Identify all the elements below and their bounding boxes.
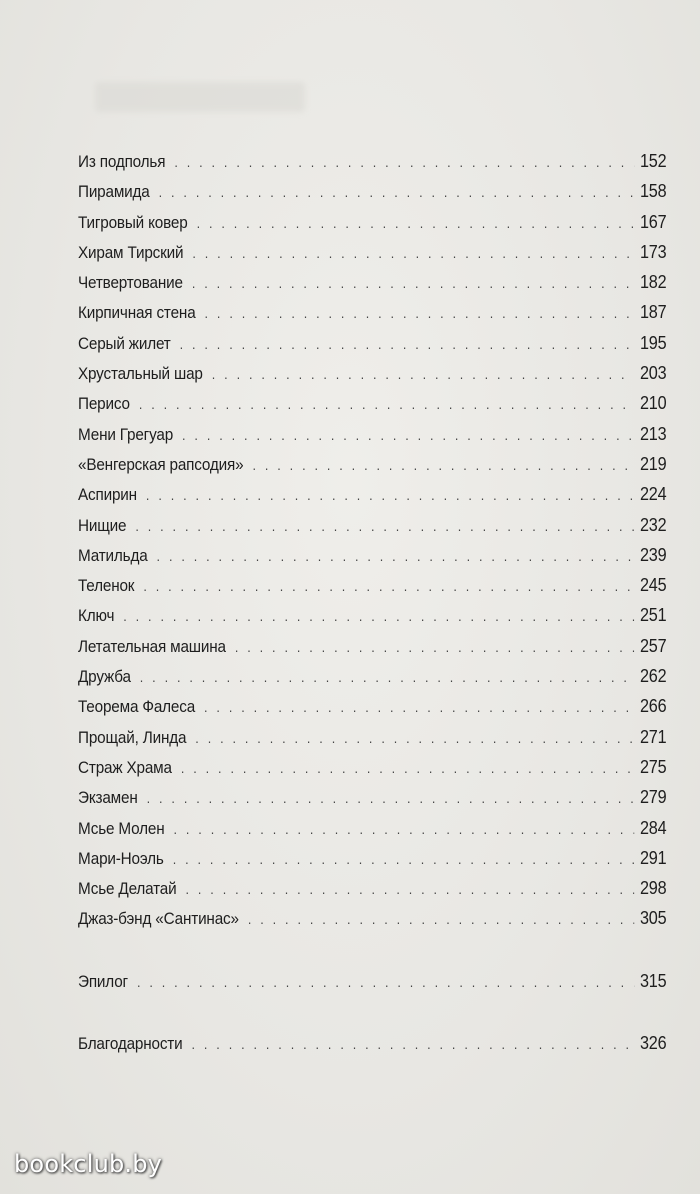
toc-entry-title: Матильда [78, 545, 148, 565]
toc-entry-page: 232 [639, 514, 667, 535]
toc-entry-title: Ключ [78, 606, 115, 626]
toc-entry-title: Теленок [78, 576, 135, 596]
toc-entry-title: Мари-Ноэль [78, 848, 164, 868]
toc-dot-leader [191, 1036, 634, 1052]
toc-dot-leader [139, 396, 635, 412]
toc-entry-page: 219 [639, 453, 667, 474]
toc-dot-leader [181, 760, 635, 776]
watermark-text: bookclub.by [14, 1150, 163, 1178]
toc-entry-title: Четвертование [78, 273, 183, 293]
toc-entry-title: «Венгерская рапсодия» [78, 454, 244, 474]
toc-entry-page: 257 [639, 635, 667, 656]
toc-entry-page: 298 [639, 878, 667, 899]
toc-entry-page: 173 [639, 241, 667, 262]
toc-entry-title: Экзамен [78, 788, 138, 808]
toc-entry-title: Хрустальный шар [78, 364, 203, 384]
toc-entry [78, 515, 666, 545]
toc-dot-leader [147, 790, 635, 806]
toc-entry-page: 158 [639, 181, 667, 202]
toc-entry [78, 484, 666, 514]
toc-entry [78, 878, 666, 908]
toc-entry [78, 242, 666, 272]
toc-entry-page: 187 [639, 302, 667, 323]
toc-dot-leader [182, 427, 635, 443]
toc-dot-leader [173, 851, 635, 867]
toc-dot-leader [180, 336, 635, 352]
toc-entry-acknowledgements [78, 1033, 666, 1063]
toc-dot-leader [173, 821, 634, 837]
toc-dot-leader [212, 366, 635, 382]
toc-entry [78, 181, 666, 211]
toc-entry-page: 203 [639, 363, 667, 384]
toc-entry-page: 262 [639, 666, 667, 687]
toc-dot-leader [140, 669, 635, 685]
toc-entry-page: 279 [639, 787, 667, 808]
toc-entry-title: Кирпичная стена [78, 303, 196, 323]
toc-entry [78, 636, 666, 666]
toc-entry [78, 848, 666, 878]
toc-dot-leader [157, 548, 635, 564]
toc-entry-title: Страж Храма [78, 757, 172, 777]
toc-entry [78, 151, 666, 181]
toc-entry-page: 167 [639, 211, 667, 232]
toc-entry-title: Теорема Фалеса [78, 697, 196, 717]
toc-entry-title: Нищие [78, 515, 127, 535]
toc-entry-title: Мсье Делатай [78, 879, 177, 899]
toc-entry [78, 393, 666, 423]
toc-entry [78, 333, 666, 363]
toc-entry [78, 363, 666, 393]
toc-entry-title: Джаз-бэнд «Сантинас» [78, 909, 239, 929]
toc-dot-leader [235, 639, 635, 655]
toc-entry-page: 251 [639, 605, 667, 626]
toc-dot-leader [248, 911, 635, 927]
toc-entry [78, 818, 666, 848]
faded-header-bleedthrough [95, 82, 305, 112]
toc-dot-leader [146, 487, 635, 503]
toc-entry-title: Эпилог [78, 971, 128, 991]
toc-entry-page: 195 [639, 332, 667, 353]
table-of-contents [78, 151, 666, 1063]
toc-entry-page: 245 [639, 575, 667, 596]
toc-entry-page: 210 [639, 393, 667, 414]
toc-dot-leader [204, 699, 635, 715]
toc-dot-leader [195, 730, 634, 746]
toc-dot-leader [135, 518, 634, 534]
toc-entry-title: Пирамида [78, 182, 150, 202]
toc-entry [78, 212, 666, 242]
toc-entry [78, 605, 666, 635]
toc-entry-page: 284 [639, 817, 667, 838]
toc-entry-page: 239 [639, 544, 667, 565]
toc-entry-page: 271 [639, 726, 667, 747]
toc-entry-title: Хирам Тирский [78, 242, 184, 262]
toc-entry [78, 302, 666, 332]
toc-entry [78, 272, 666, 302]
toc-entry [78, 454, 666, 484]
toc-entry-epilogue [78, 971, 666, 1001]
toc-entry-title: Прощай, Линда [78, 727, 187, 747]
toc-entry [78, 908, 666, 938]
toc-dot-leader [159, 184, 635, 200]
toc-entry-page: 224 [639, 484, 667, 505]
toc-entry-title: Тигровый ковер [78, 212, 188, 232]
toc-dot-leader [192, 245, 634, 261]
toc-entry-page: 315 [639, 970, 667, 991]
toc-entry-page: 326 [639, 1033, 667, 1054]
toc-entry [78, 757, 666, 787]
toc-entry-page: 275 [639, 756, 667, 777]
toc-dot-leader [174, 154, 634, 170]
toc-dot-leader [123, 608, 634, 624]
toc-dot-leader [252, 457, 634, 473]
toc-entry [78, 424, 666, 454]
toc-dot-leader [192, 275, 635, 291]
toc-entry-title: Дружба [78, 667, 131, 687]
toc-entry-title: Мсье Молен [78, 818, 165, 838]
toc-entry-title: Перисо [78, 394, 130, 414]
toc-entry-page: 305 [639, 908, 667, 929]
toc-entry [78, 545, 666, 575]
toc-entry [78, 575, 666, 605]
toc-entry-title: Аспирин [78, 485, 137, 505]
toc-entry [78, 666, 666, 696]
toc-dot-leader [205, 305, 635, 321]
toc-entry-page: 182 [639, 272, 667, 293]
toc-entry-page: 152 [639, 151, 667, 171]
toc-entry-title: Летательная машина [78, 636, 226, 656]
toc-entry-title: Из подполья [78, 152, 166, 171]
toc-dot-leader [197, 215, 635, 231]
toc-entry-page: 213 [639, 423, 667, 444]
toc-entry-page: 291 [639, 847, 667, 868]
toc-entry-page: 266 [639, 696, 667, 717]
toc-entry [78, 787, 666, 817]
toc-entry-title: Благодарности [78, 1034, 183, 1054]
toc-dot-leader [185, 881, 634, 897]
toc-entry-title: Серый жилет [78, 333, 171, 353]
toc-entry-title: Мени Грегуар [78, 424, 174, 444]
toc-dot-leader [137, 974, 635, 990]
toc-entry [78, 696, 666, 726]
toc-dot-leader [143, 578, 634, 594]
toc-entry [78, 727, 666, 757]
